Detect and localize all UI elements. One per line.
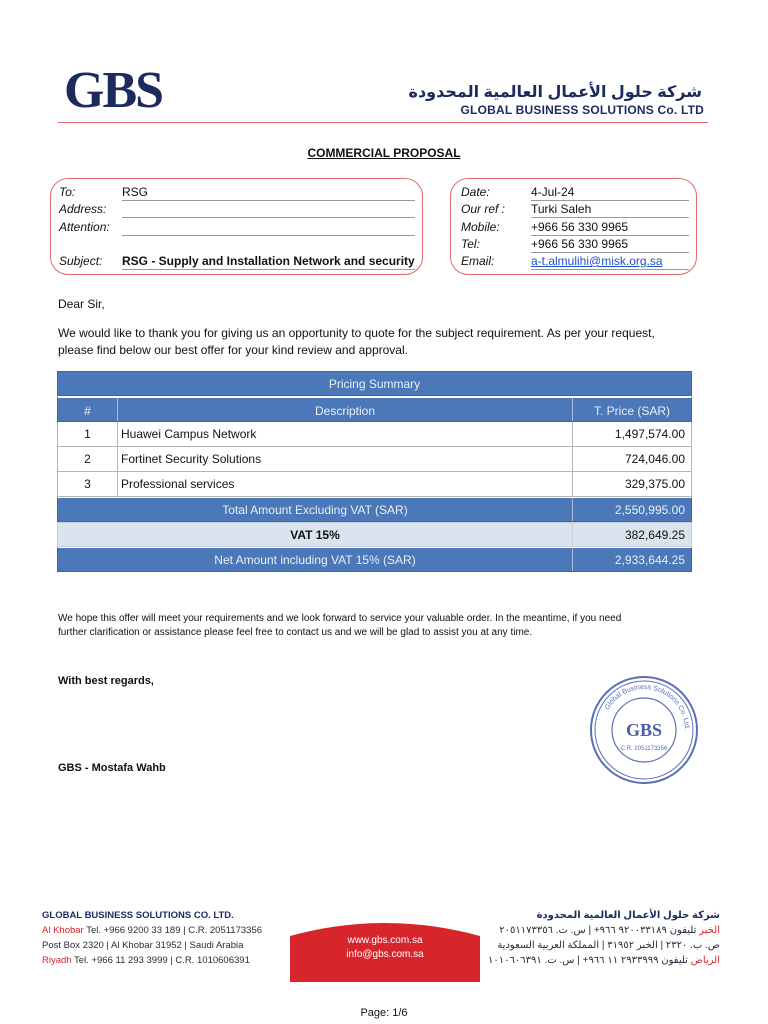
net-amount-value: 2,933,644.25 (614, 553, 685, 567)
footer-contact (290, 934, 480, 962)
footer-company-name: GLOBAL BUSINESS SOLUTIONS CO. LTD. (42, 910, 234, 921)
closing-line-2: further clarification or assistance please feel free to contact us and we will be glad to assist you at any time. (58, 627, 533, 638)
reference-box (450, 178, 697, 275)
item-price: 724,046.00 (624, 452, 685, 466)
table-row (57, 447, 692, 472)
footer-address-arabic (488, 908, 720, 968)
company-name-arabic: شركة حلول الأعمال العالمية المحدودة (408, 84, 702, 101)
date-row (461, 185, 691, 202)
attention-row (59, 220, 419, 237)
address-label: Address: (59, 202, 107, 216)
total-excluding-vat-row (57, 497, 692, 522)
header-divider (58, 122, 708, 123)
stamp-cr-text: C.R. 2051173356 (620, 746, 668, 752)
footer-email-link[interactable]: info@gbs.com.sa (346, 949, 424, 960)
subject-row (59, 254, 419, 271)
signatory-name: GBS - Mostafa Wahb (58, 762, 166, 774)
intro-line-2: please find below our best offer for your kind review and approval. (58, 343, 408, 357)
company-logo (64, 62, 174, 119)
col-header-description: Description (118, 398, 573, 421)
item-price: 1,497,574.00 (614, 427, 685, 441)
total-excluding-vat-value: 2,550,995.00 (614, 503, 685, 517)
vat-value: 382,649.25 (624, 528, 685, 542)
footer-ar-city-riyadh: الرياض (690, 955, 720, 966)
item-description: Fortinet Security Solutions (118, 447, 573, 471)
footer-line-3 (42, 953, 262, 968)
pricing-table-header (57, 396, 692, 422)
stamp-ring-text: Global Business Solutions Co. Ltd. (603, 683, 691, 731)
footer-city-riyadh: Riyadh (42, 955, 72, 966)
attention-label: Attention: (59, 220, 110, 234)
intro-line-1: We would like to thank you for giving us an opportunity to quote for the subject requirement. As per your request, (58, 326, 655, 340)
footer-line-2: Post Box 2320 | Al Khobar 31952 | Saudi Arabia (42, 940, 244, 951)
tel-label: Tel: (461, 237, 480, 251)
closing-line-1: We hope this offer will meet your requirements and we look forward to service your valuable order. In the meantime, if you need (58, 613, 622, 624)
footer-line-3-text: Tel. +966 11 293 3999 | C.R. 1010606391 (71, 955, 250, 966)
net-amount-row (57, 547, 692, 572)
date-label: Date: (461, 185, 490, 199)
vat-row (57, 522, 692, 547)
document-title: COMMERCIAL PROPOSAL (307, 146, 461, 160)
item-price: 329,375.00 (624, 477, 685, 491)
footer-ar-city-khobar: الخبر (699, 925, 720, 936)
address-value (122, 202, 415, 218)
item-description: Professional services (118, 472, 573, 496)
page-number: Page: 1/6 (360, 1007, 408, 1019)
footer-website-link[interactable]: www.gbs.com.sa (347, 935, 423, 946)
address-row (59, 202, 419, 219)
mobile-row (461, 220, 691, 237)
table-row (57, 472, 692, 497)
to-label: To: (59, 185, 76, 199)
regards: With best regards, (58, 675, 154, 687)
table-row (57, 422, 692, 447)
stamp-inner-text: GBS (625, 720, 663, 740)
total-excluding-vat-label: Total Amount Excluding VAT (SAR) (58, 498, 573, 521)
footer-city-khobar: Al Khobar (42, 925, 84, 936)
item-number: 1 (58, 422, 118, 446)
footer-ar-line-3 (488, 953, 720, 968)
footer-line-1-text: Tel. +966 9200 33 189 | C.R. 2051173356 (83, 925, 263, 936)
subject-value: RSG - Supply and Installation Network and security (122, 254, 415, 268)
email-link[interactable]: a-t.almulihi@misk.org.sa (531, 254, 689, 270)
mobile-value: +966 56 330 9965 (531, 220, 689, 236)
email-label: Email: (461, 254, 495, 268)
to-value: RSG (122, 185, 415, 201)
ref-row (461, 202, 691, 219)
pricing-table (57, 371, 692, 572)
col-header-number: # (58, 398, 118, 421)
date-value: 4-Jul-24 (531, 185, 689, 201)
footer-ar-line-3-text: تليفون ٢٩٣٣٩٩٩ ١١ ٩٦٦+ | س. ت. ١٠١٠٦٠٦٣٩١ (487, 955, 691, 966)
recipient-box (50, 178, 423, 275)
item-number: 3 (58, 472, 118, 496)
tel-value: +966 56 330 9965 (531, 237, 689, 253)
email-row (461, 254, 691, 271)
ref-label: Our ref : (461, 202, 506, 216)
col-header-price: T. Price (SAR) (593, 404, 670, 418)
footer-ar-line-1-text: تليفون ٩٢٠٠٣٣١٨٩ ٩٦٦+ | س. ت. ٢٠٥١١٧٣٣٥٦ (499, 925, 700, 936)
footer-ar-line-2: ص. ب. ٢٣٢٠ | الخبر ٣١٩٥٢ | المملكة العربية السعودية (497, 940, 720, 951)
item-description: Huawei Campus Network (118, 422, 573, 446)
attention-value (122, 220, 415, 236)
to-row (59, 185, 419, 202)
tel-row (461, 237, 691, 254)
footer-address-english (42, 908, 262, 968)
footer-company-name-arabic: شركة حلول الأعمال العالمية المحدودة (536, 910, 720, 921)
subject-label: Subject: (59, 254, 103, 268)
pricing-table-title: Pricing Summary (57, 371, 692, 396)
company-name-english: GLOBAL BUSINESS SOLUTIONS Co. LTD (460, 103, 704, 117)
footer-line-1 (42, 923, 262, 938)
greeting: Dear Sir, (58, 297, 105, 311)
item-number: 2 (58, 447, 118, 471)
mobile-label: Mobile: (461, 220, 500, 234)
company-stamp (588, 674, 700, 786)
ref-value: Turki Saleh (531, 202, 689, 218)
logo-text: GBS (64, 62, 163, 119)
footer-ar-line-1 (488, 923, 720, 938)
net-amount-label: Net Amount including VAT 15% (SAR) (58, 548, 573, 571)
vat-label: VAT 15% (58, 523, 573, 546)
